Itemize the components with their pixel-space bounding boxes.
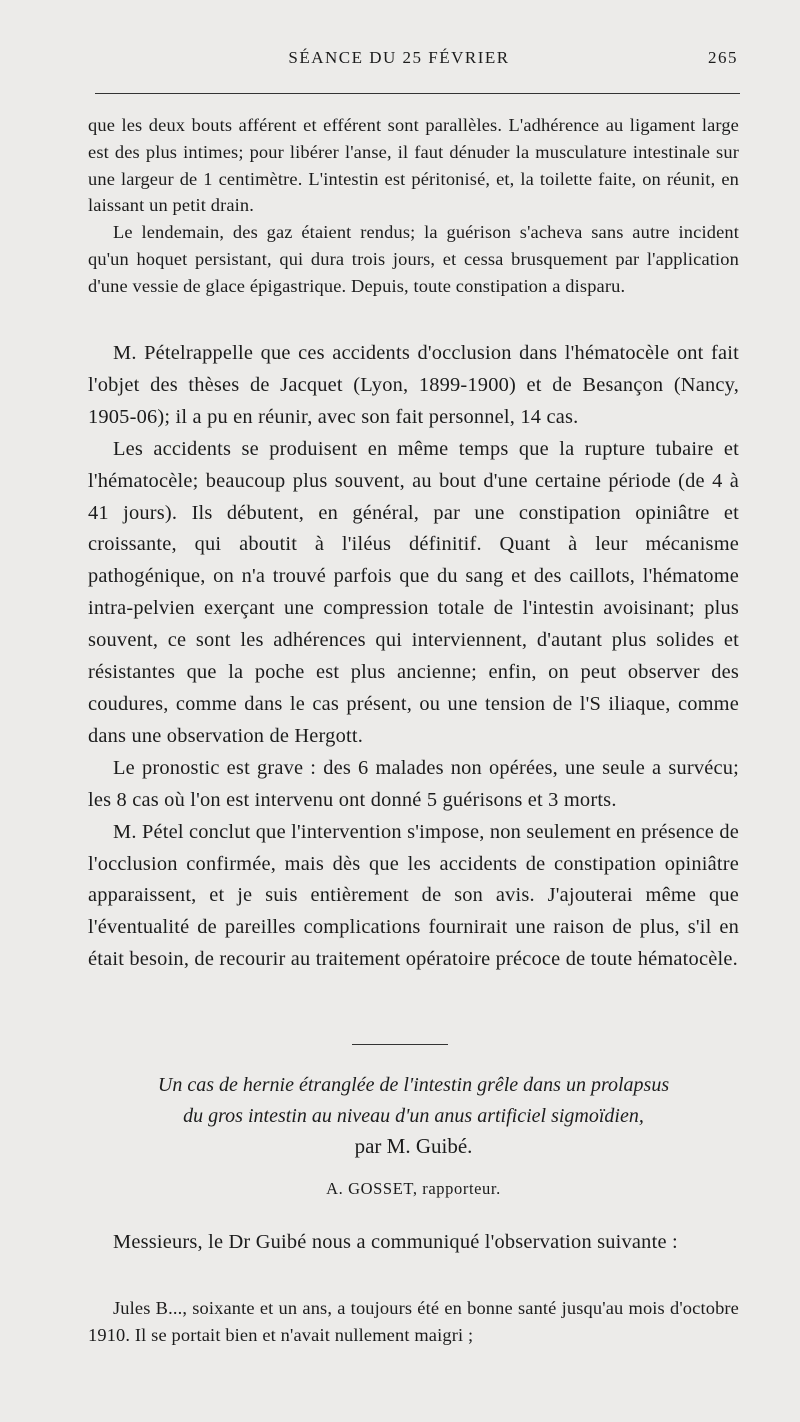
paragraph-observation-start: Jules B..., soixante et un ans, a toujours été en bonne santé jusqu'au mois d'octobre 1910. Il se portait bien et n'avait nullement maigri ;	[88, 1298, 739, 1345]
observation-block	[88, 1295, 739, 1349]
header-rule	[95, 93, 740, 94]
section-separator	[352, 1044, 448, 1045]
discussion-section	[88, 338, 739, 976]
running-title: SÉANCE DU 25 FÉVRIER	[288, 48, 510, 67]
running-header	[60, 48, 738, 74]
report-intro-block	[88, 1227, 739, 1259]
article-author: par M. Guibé.	[354, 1134, 473, 1158]
paragraph-aftercare: Le lendemain, des gaz étaient rendus; la guérison s'acheva sans autre incident qu'un hoquet persistant, qui dura trois jours, et cessa brusquement par l'application d'une vessie de glace épigastrique. Depuis, toute constipation a disparu.	[88, 222, 739, 296]
article-rapporteur: A. GOSSET, rapporteur.	[326, 1179, 501, 1198]
case-report-end	[88, 112, 739, 300]
page-number: 265	[708, 48, 738, 67]
paragraph-accidents: Les accidents se produisent en même temps que la rupture tubaire et l'hématocèle; beaucoup plus souvent, au bout d'une certaine période (de 4 à 41 jours). Ils débutent, en général, par une constipation opiniâtre et croissante, qui aboutit à l'iléus définitif. Quant à leur mécanisme pathogénique, on n'a trouvé parfois que du sang et des caillots, l'hématome intra-pelvien exerçant une compression totale de l'intestin avoisinant; plus souvent, ce sont les adhérences qui interviennent, d'autant plus solides et résistantes que la poche est plus ancienne; enfin, on peut observer des coudures, comme dans le cas présent, ou une tension de l'S iliaque, comme dans une observation de Hergott.	[88, 437, 739, 747]
article-title	[88, 1070, 739, 1132]
paragraph-prognosis: Le pronostic est grave : des 6 malades non opérées, une seule a survécu; les 8 cas où l'on est intervenu ont donné 5 guérisons et 3 morts.	[88, 756, 739, 811]
paragraph-report-intro: Messieurs, le Dr Guibé nous a communiqué l'observation suivante :	[113, 1231, 678, 1253]
paragraph-petel-recall: M. Pételrappelle que ces accidents d'occlusion dans l'hématocèle ont fait l'objet des thèses de Jacquet (Lyon, 1899-1900) et de Besançon (Nancy, 1905-06); il a pu en réunir, avec son fait personnel, 14 cas.	[88, 342, 739, 428]
article-title-line-1: Un cas de hernie étranglée de l'intestin grêle dans un prolapsus	[157, 1074, 670, 1096]
article-title-line-2: du gros intestin au niveau d'un anus artificiel sigmoïdien,	[183, 1105, 644, 1127]
paragraph-anastomosis: que les deux bouts afférent et efférent sont parallèles. L'adhérence au ligament large est des plus intimes; pour libérer l'anse, il faut dénuder la musculature intestinale sur une largeur de 1 centimètre. L'intestin est péritonisé, et, la toilette faite, on réunit, en laissant un petit drain.	[88, 115, 739, 216]
paragraph-conclusion: M. Pétel conclut que l'intervention s'impose, non seulement en présence de l'occlusion confirmée, mais dès que les accidents de constipation opiniâtre apparaissent, et je suis entièrement de son avis. J'ajouterai même que l'éventualité de pareilles complications fournirait une raison de plus, s'il en était besoin, de recourir au traitement opératoire précoce de toute hématocèle.	[88, 820, 739, 971]
